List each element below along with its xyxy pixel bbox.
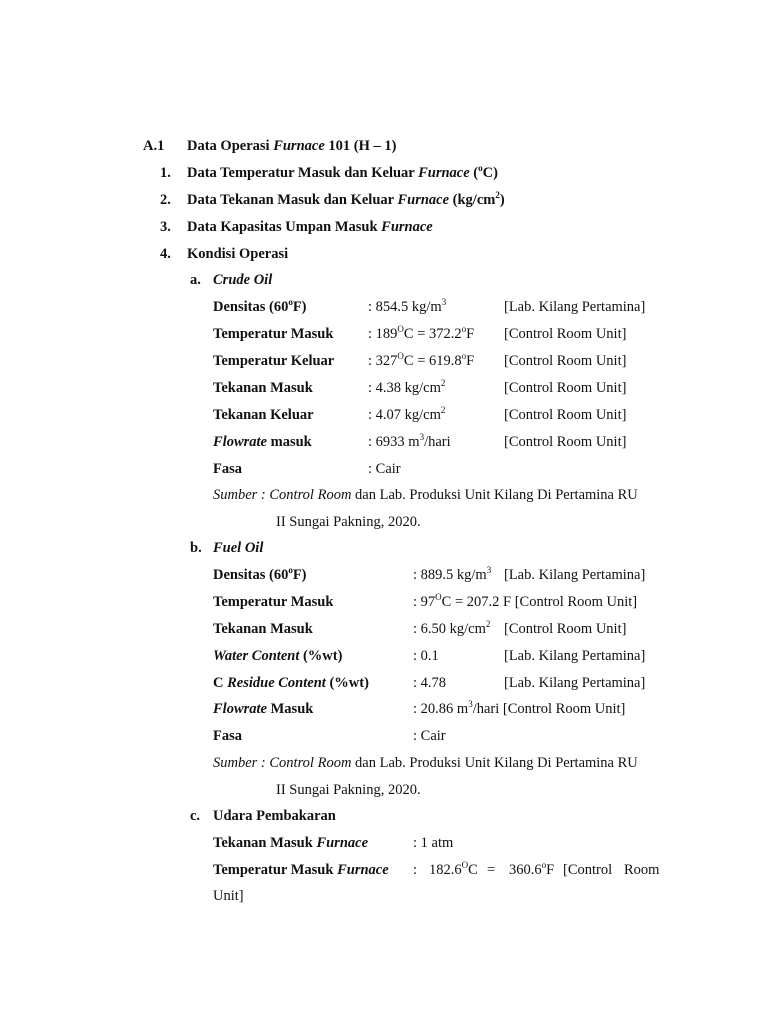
source-note: Sumber : Control Room dan Lab. Produksi Unit Kilang Di Pertamina RU [213, 487, 638, 503]
list-item-number: 3. [160, 219, 171, 235]
source-note: Sumber : Control Room dan Lab. Produksi Unit Kilang Di Pertamina RU [213, 755, 638, 771]
param-label: Temperatur Masuk Furnace [213, 862, 389, 878]
param-label: Temperatur Masuk [213, 326, 334, 342]
subsection-letter: a. [190, 272, 201, 288]
list-item-number: 4. [160, 246, 171, 262]
param-source: [Lab. Kilang Pertamina] [504, 648, 646, 664]
param-value: : 6933 $m^3$/hari [368, 432, 451, 450]
param-value: : 4.38 $kg/cm^2$ [368, 378, 446, 396]
param-value: : 20.86 $m^3$/hari [Control Room Unit] [413, 699, 626, 717]
param-label: Temperatur Masuk [213, 594, 334, 610]
param-label: Densitas (60$^o$F) [213, 565, 307, 583]
param-source: [Control Room Unit] [504, 621, 627, 637]
param-value: : 889.5 $kg/m^3$ [413, 565, 492, 583]
param-label: Water Content (%wt) [213, 648, 343, 664]
source-note-continuation: II Sungai Pakning, 2020. [276, 514, 421, 530]
param-source-continuation: Unit] [213, 888, 244, 904]
list-item-number: 2. [160, 192, 171, 208]
param-value: : Cair [413, 728, 446, 744]
param-source: [Lab. Kilang Pertamina] [504, 675, 646, 691]
param-label: Tekanan Masuk [213, 621, 313, 637]
param-value: : $97^OC = 207.2$ F [Control Room Unit] [413, 592, 638, 610]
param-value: : Cair [368, 461, 401, 477]
param-value-equals: = [487, 862, 496, 878]
list-item: Data Tekanan Masuk dan Keluar Furnace $(kg/cm^2)$ [187, 190, 505, 208]
param-source: [Control Room Unit] [504, 380, 627, 396]
param-source: [Control [563, 862, 613, 878]
param-value: : 4.07 $kg/cm^2$ [368, 405, 446, 423]
section-title: Data Operasi Furnace 101 (H – 1) [187, 138, 397, 154]
param-value: : 854.5 $kg/m^3$ [368, 297, 447, 315]
section-number: A.1 [143, 138, 165, 154]
param-label: C Residue Content (%wt) [213, 675, 369, 691]
param-label: Tekanan Masuk [213, 380, 313, 396]
param-value: : $327^OC = 619.8^oF$ [368, 351, 475, 369]
param-value: 360.6$^o$F [509, 860, 555, 878]
source-note-continuation: II Sungai Pakning, 2020. [276, 782, 421, 798]
list-item: Kondisi Operasi [187, 246, 289, 262]
param-source: [Control Room Unit] [504, 434, 627, 450]
param-source: [Lab. Kilang Pertamina] [504, 567, 646, 583]
param-source: [Control Room Unit] [504, 407, 627, 423]
param-label: Flowrate Masuk [213, 701, 314, 717]
list-item: Data Temperatur Masuk dan Keluar Furnace ($^o$C) [187, 163, 498, 181]
param-value: : 4.78 [413, 675, 447, 691]
param-label: Temperatur Keluar [213, 353, 335, 369]
param-value: : 1 atm [413, 835, 454, 851]
param-source: [Control Room Unit] [504, 353, 627, 369]
param-label: Fasa [213, 461, 242, 477]
param-source: Room [624, 862, 660, 878]
list-item-number: 1. [160, 165, 171, 181]
param-source: [Control Room Unit] [504, 326, 627, 342]
param-label: Fasa [213, 728, 242, 744]
param-source: [Lab. Kilang Pertamina] [504, 299, 646, 315]
param-value: : 6.50 $kg/cm^2$ [413, 619, 491, 637]
param-label: Tekanan Masuk Furnace [213, 835, 369, 851]
param-value-colon: : [413, 862, 418, 878]
param-label: Flowrate masuk [213, 434, 312, 450]
subsection-title: Crude Oil [213, 272, 273, 288]
param-label: Densitas (60$^o$F) [213, 297, 307, 315]
subsection-letter: b. [190, 540, 202, 556]
subsection-title: Udara Pembakaran [213, 808, 336, 824]
param-value: : 0.1 [413, 648, 439, 664]
subsection-letter: c. [190, 808, 201, 824]
list-item: Data Kapasitas Umpan Masuk Furnace [187, 219, 433, 235]
param-value: : $189^OC = 372.2^oF$ [368, 324, 475, 342]
param-label: Tekanan Keluar [213, 407, 314, 423]
param-value: $182.6^OC$ [429, 860, 478, 878]
subsection-title: Fuel Oil [213, 540, 264, 556]
